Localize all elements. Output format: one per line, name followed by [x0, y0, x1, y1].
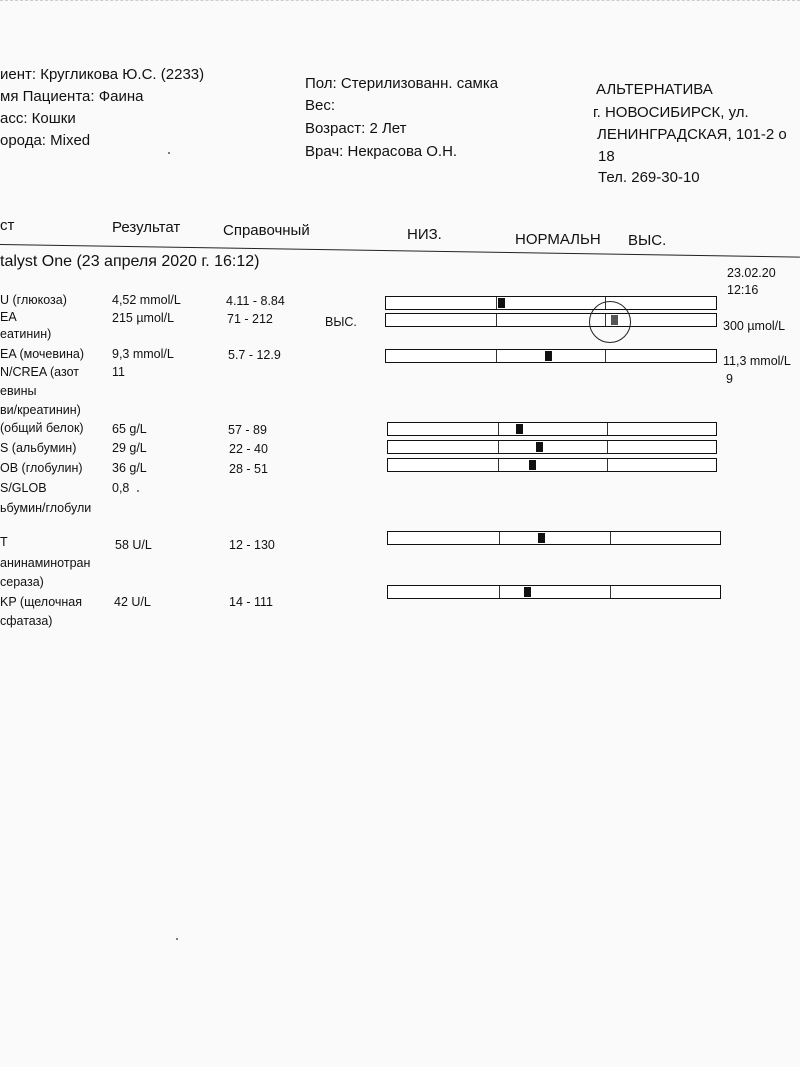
alb-glob-result: 0,8: [112, 481, 130, 495]
globulin-name: OB (глобулин): [0, 461, 83, 475]
clinic-street: ЛЕНИНГРАДСКАЯ, 101-2 о: [597, 126, 787, 143]
alt-name: T: [0, 535, 8, 549]
alt-gauge: [387, 531, 721, 545]
species-line: асс: Кошки: [0, 110, 76, 127]
alt-gauge-marker: [538, 533, 545, 543]
breed-line: орода: Mixed: [0, 132, 91, 149]
col-test-header: ст: [0, 217, 15, 234]
alt-reference: 12 - 130: [229, 538, 275, 552]
total-protein-result: 65 g/L: [112, 422, 147, 436]
age-line: Возраст: 2 Лет: [305, 120, 407, 137]
albumin-result: 29 g/L: [112, 441, 147, 455]
creatinine-name-cont: еатинин): [0, 327, 52, 341]
alkp-name: KP (щелочная: [0, 595, 83, 609]
clinic-number: 18: [598, 148, 615, 165]
col-low-header: НИЗ.: [407, 226, 442, 243]
creatinine-previous: 300 µmol/L: [723, 319, 786, 333]
creatinine-high-flag: ВЫС.: [325, 315, 357, 329]
glucose-name: U (глюкоза): [0, 293, 67, 307]
alkp-gauge-marker: [524, 587, 531, 597]
clinic-city: г. НОВОСИБИРСК, ул.: [593, 104, 749, 121]
alkp-result: 42 U/L: [114, 595, 151, 609]
total-protein-reference: 57 - 89: [228, 423, 267, 437]
previous-date: 23.02.20: [727, 266, 776, 280]
doctor-line: Врач: Некрасова О.Н.: [305, 143, 458, 160]
col-normal-header: НОРМАЛЬН: [515, 231, 601, 248]
creatinine-name: EA: [0, 310, 17, 324]
albumin-reference: 22 - 40: [229, 442, 268, 456]
previous-time: 12:16: [727, 283, 759, 297]
globulin-gauge-marker: [529, 460, 536, 470]
globulin-gauge: [387, 458, 717, 472]
paper-speck: [137, 490, 139, 492]
glucose-gauge: [385, 296, 717, 310]
total-protein-name: (общий белок): [0, 421, 84, 435]
total-protein-gauge-marker: [516, 424, 523, 434]
urea-reference: 5.7 - 12.9: [228, 348, 281, 362]
alkp-reference: 14 - 111: [229, 595, 274, 609]
alt-name-cont2: сераза): [0, 575, 44, 589]
paper-top-edge: [0, 0, 800, 7]
total-protein-gauge: [387, 422, 717, 436]
urea-result: 9,3 mmol/L: [112, 347, 174, 361]
patient-name-line: мя Пациента: Фаина: [0, 88, 144, 105]
col-result-header: Результат: [112, 219, 181, 236]
albumin-gauge: [387, 440, 717, 454]
glucose-gauge-marker: [498, 298, 505, 308]
bun-crea-result: 11: [112, 365, 125, 379]
alt-name-cont: анинаминотран: [0, 556, 91, 570]
urea-name: EA (мочевина): [0, 347, 84, 361]
handwritten-circle-mark: [589, 301, 631, 343]
urea-previous: 11,3 mmol/L: [723, 354, 791, 368]
glucose-reference: 4.11 - 8.84: [226, 294, 285, 308]
paper-speck: [176, 938, 178, 940]
col-high-header: ВЫС.: [628, 232, 667, 249]
globulin-result: 36 g/L: [112, 461, 147, 475]
creatinine-gauge: [385, 313, 717, 327]
sex-line: Пол: Стерилизованн. самка: [305, 75, 499, 92]
bun-crea-name: N/CREA (азот: [0, 365, 79, 379]
client-line: иент: Кругликова Ю.С. (2233): [0, 66, 205, 83]
glucose-result: 4,52 mmol/L: [112, 293, 181, 307]
clinic-name: АЛЬТЕРНАТИВА: [596, 81, 713, 98]
alt-result: 58 U/L: [115, 538, 152, 552]
alb-glob-name-cont: ьбумин/глобули: [0, 501, 92, 515]
weight-line: Вес:: [305, 97, 336, 114]
albumin-name: S (альбумин): [0, 441, 77, 455]
alkp-gauge: [387, 585, 721, 599]
alb-glob-name: S/GLOB: [0, 481, 47, 495]
bun-crea-previous: 9: [726, 372, 733, 386]
urea-gauge: [385, 349, 717, 363]
creatinine-reference: 71 - 212: [227, 312, 273, 326]
globulin-reference: 28 - 51: [229, 462, 268, 476]
urea-gauge-marker: [545, 351, 552, 361]
alkp-name-cont: сфатаза): [0, 614, 53, 628]
creatinine-result: 215 µmol/L: [112, 311, 175, 325]
bun-crea-name-cont2: ви/креатинин): [0, 403, 81, 417]
clinic-phone: Тел. 269-30-10: [598, 169, 700, 186]
col-reference-header: Справочный: [223, 222, 310, 239]
analyzer-title: talyst One (23 апреля 2020 г. 16:12): [0, 253, 260, 270]
albumin-gauge-marker: [536, 442, 543, 452]
paper-speck: [168, 152, 170, 154]
bun-crea-name-cont: евины: [0, 384, 37, 398]
